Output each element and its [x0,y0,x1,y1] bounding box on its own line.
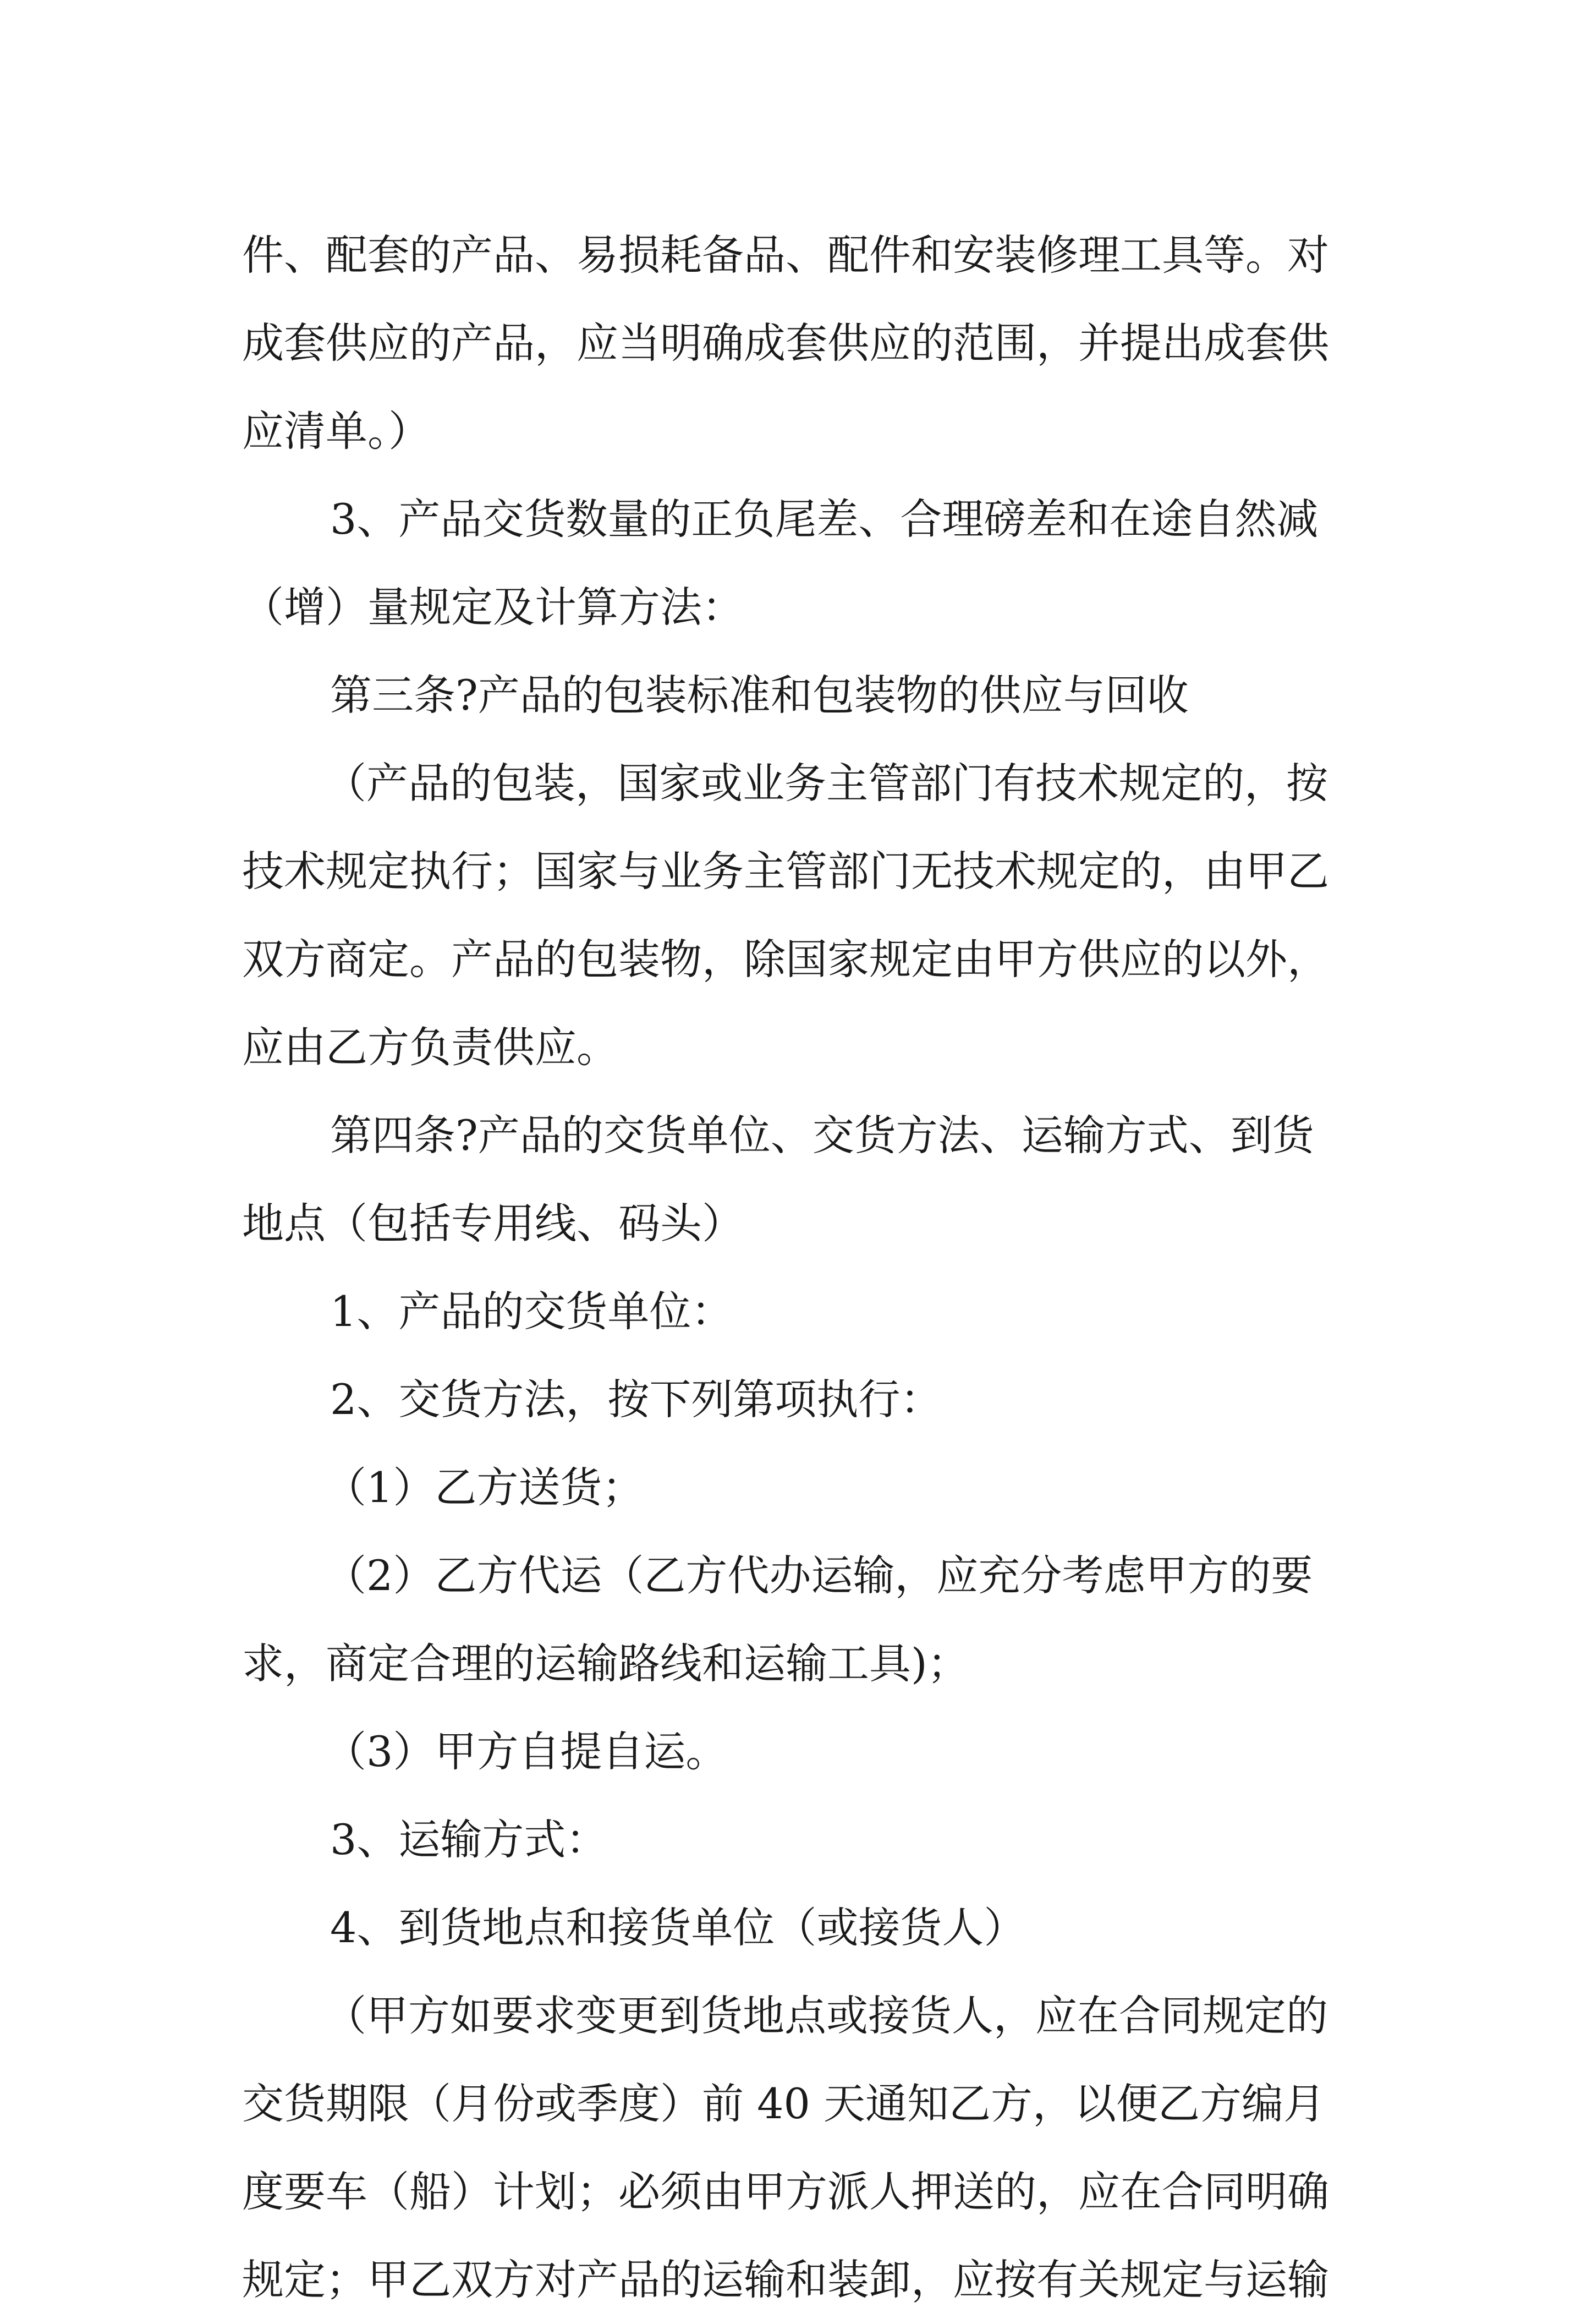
text-line: 度要车（船）计划；必须由甲方派人押送的，应在合同明确 [242,2167,1329,2216]
text-line: （3）甲方自提自运。 [325,1727,728,1776]
text-line: （1）乙方送货； [325,1463,644,1512]
text-line: 应由乙方负责供应。 [242,1023,618,1072]
text-line: 3、运输方式： [330,1815,608,1864]
text-line: 3、产品交货数量的正负尾差、合理磅差和在途自然减 [330,495,1319,544]
text-line: 规定；甲乙双方对产品的运输和装卸，应按有关规定与运输 [242,2255,1329,2304]
text-line: 1、产品的交货单位： [330,1287,733,1336]
text-line: （甲方如要求变更到货地点或接货人，应在合同规定的 [325,1991,1328,2040]
text-line: 成套供应的产品，应当明确成套供应的范围，并提出成套供 [242,319,1329,368]
text-line: 交货期限（月份或季度）前 40 天通知乙方，以便乙方编月 [242,2079,1326,2128]
text-line: 地点（包括专用线、码头） [242,1199,744,1248]
text-line: 4、到货地点和接货单位（或接货人） [330,1903,1026,1952]
text-line: 应清单。） [242,407,430,456]
text-line: 件、配套的产品、易损耗备品、配件和安装修理工具等。对 [242,231,1329,279]
section-heading-3: 第三条?产品的包装标准和包装物的供应与回收 [330,671,1189,720]
text-line: 2、交货方法，按下列第项执行： [330,1375,942,1424]
contract-text [242,211,1364,2324]
text-line: （增）量规定及计算方法： [242,583,744,632]
text-line: 双方商定。产品的包装物，除国家规定由甲方供应的以外， [242,935,1329,984]
text-line: 求，商定合理的运输路线和运输工具)； [242,1639,969,1688]
text-line: 技术规定执行；国家与业务主管部门无技术规定的，由甲乙 [242,847,1329,896]
section-heading-4: 第四条?产品的交货单位、交货方法、运输方式、到货 [330,1111,1314,1160]
text-line: （产品的包装，国家或业务主管部门有技术规定的，按 [325,759,1328,808]
text-line: （2）乙方代运（乙方代办运输，应充分考虑甲方的要 [325,1551,1313,1600]
